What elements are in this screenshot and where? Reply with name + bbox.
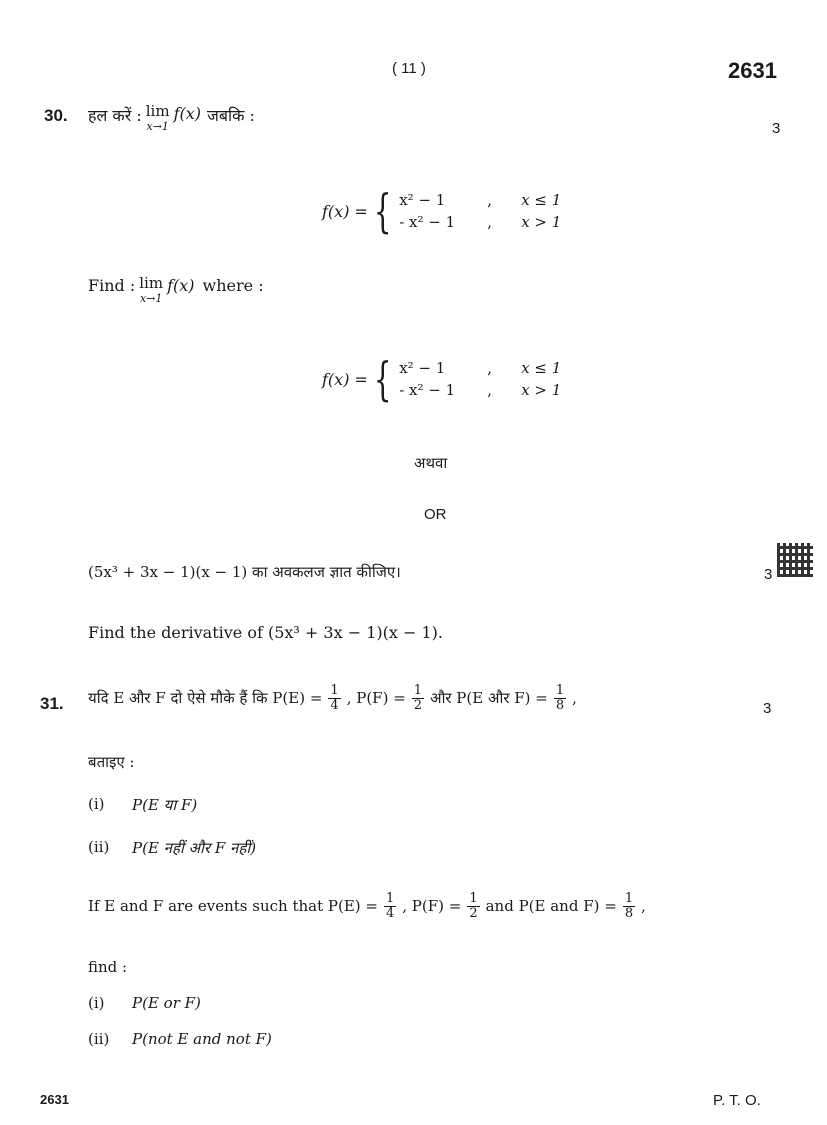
hindi-ask: बताइए : <box>88 753 135 771</box>
question-31-marks: 3 <box>763 700 772 717</box>
hindi-item-2-label: (ii) <box>88 838 110 856</box>
fraction: $\frac{1}{4}$ <box>385 891 395 921</box>
question-30-hindi <box>88 104 255 132</box>
q30-hindi-prefix: हल करें : <box>88 106 142 125</box>
fraction: $\frac{1}{4}$ <box>330 683 339 713</box>
alternate-question-english: Find the derivative of (5x³ + 3x − 1)(x − 1). <box>88 623 443 642</box>
fraction: $\frac{1}{2}$ <box>413 683 423 713</box>
fraction: $\frac{1}{2}$ <box>469 891 478 921</box>
hindi-item-1-text: P(E या F) <box>132 796 198 814</box>
or-hindi: अथवा <box>414 454 448 472</box>
side-mark: 3 <box>764 566 773 583</box>
english-item-1-text: P(E or F) <box>132 994 201 1012</box>
english-ask: find : <box>88 958 128 976</box>
q30-english-prefix: Find : <box>88 276 136 295</box>
question-31-english: If E and F are events such that P(E) = $\frac{1}{4}$ , P(F) = $\frac{1}{2}$ and P(E and F) = $\frac{1}{8}$ , <box>88 891 646 921</box>
pto-label: P. T. O. <box>713 1092 761 1109</box>
english-item-2-text: P(not E and not F) <box>132 1030 272 1048</box>
piecewise-function-1: f(x) = { x² − 1 , x ≤ 1 - x² − 1 , x > 1 <box>322 184 562 238</box>
function-name: f(x) <box>167 276 195 295</box>
hindi-item-2-text: P(E नहीं और F नहीं) <box>132 839 257 857</box>
question-31-number: 31. <box>40 694 64 713</box>
function-name: f(x) <box>173 104 202 123</box>
qr-code-icon <box>777 543 813 577</box>
limit-notation: lim x→1 <box>145 102 170 133</box>
question-31-hindi: यदि E और F दो ऐसे मौके हैं कि P(E) = $\frac{1}{4}$ , P(F) = $\frac{1}{2}$ और P(E और F) = $\frac{1}{8}$ , <box>88 683 577 713</box>
paper-code: 2631 <box>728 58 777 83</box>
question-30-english <box>88 276 264 304</box>
fraction: $\frac{1}{8}$ <box>624 891 634 921</box>
english-item-1-label: (i) <box>88 994 105 1012</box>
alternate-question-hindi: (5x³ + 3x − 1)(x − 1) का अवकलज ज्ञात कीजिए। <box>88 563 401 581</box>
question-30-number: 30. <box>44 106 68 125</box>
or-english: OR <box>424 506 447 523</box>
footer-code: 2631 <box>40 1092 69 1107</box>
question-30-marks: 3 <box>772 120 781 137</box>
limit-notation: lim x→1 <box>139 274 164 305</box>
page-number: ( 11 ) <box>392 60 426 77</box>
brace-icon: { <box>373 352 392 406</box>
q30-english-suffix: where : <box>202 276 264 295</box>
brace-icon: { <box>373 184 392 238</box>
english-item-2-label: (ii) <box>88 1030 110 1048</box>
q30-hindi-suffix: जबकि : <box>207 106 255 125</box>
fraction: $\frac{1}{8}$ <box>555 683 565 713</box>
piecewise-function-2: f(x) = { x² − 1 , x ≤ 1 - x² − 1 , x > 1 <box>322 352 562 406</box>
hindi-item-1-label: (i) <box>88 795 105 813</box>
